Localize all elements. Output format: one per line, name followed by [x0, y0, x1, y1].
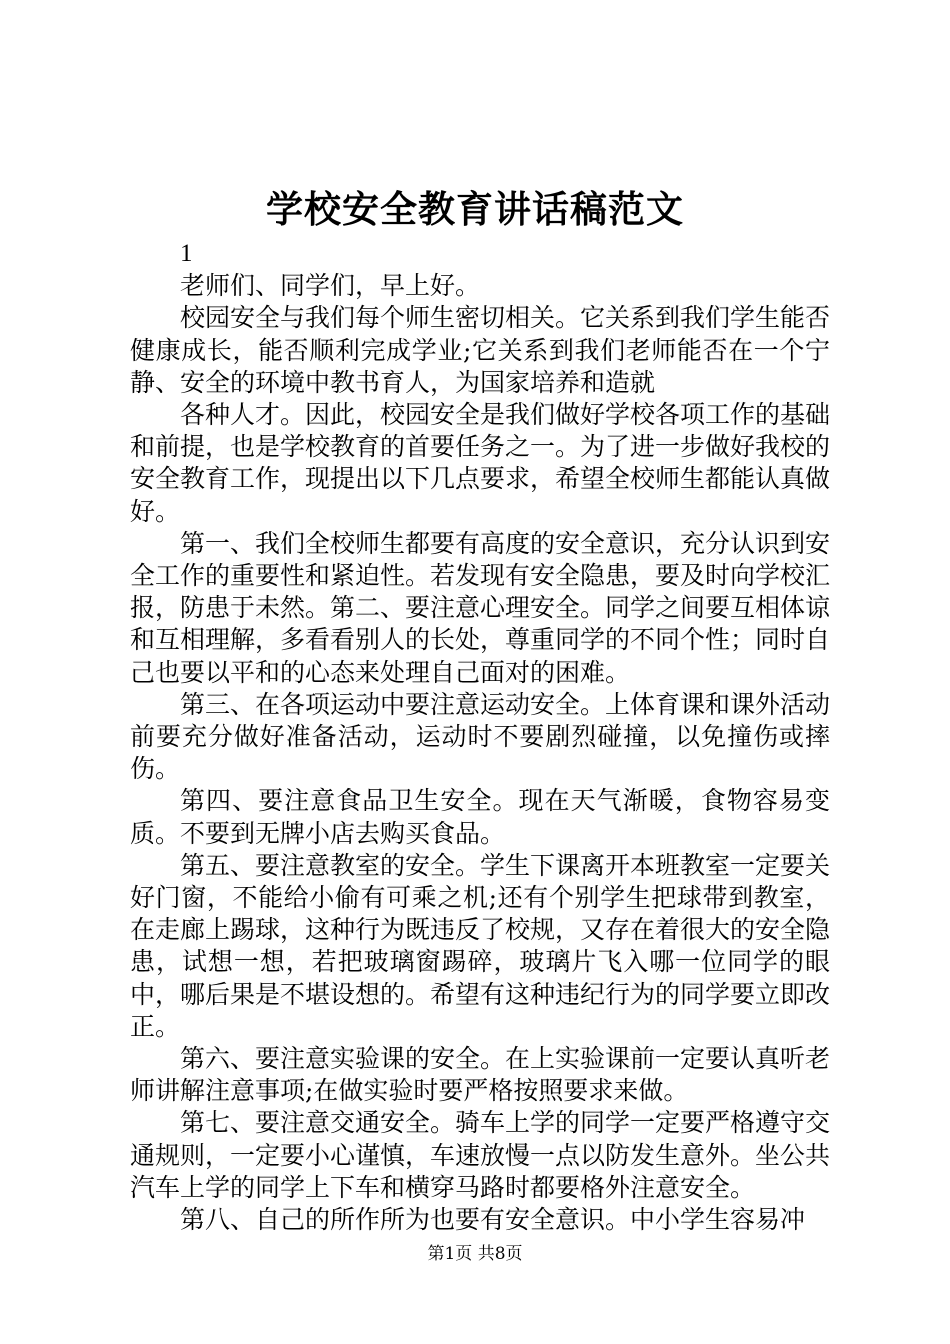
document-body: [130, 238, 830, 1236]
paragraph-intro: 校园安全与我们每个师生密切相关。它关系到我们学生能否健康成长，能否顺利完成学业;它关系到我们老师能否在一个宁静、安全的环境中教书育人，为国家培养和造就: [130, 303, 831, 397]
paragraph-point-6: 第六、要注意实验课的安全。在上实验课前一定要认真听老师讲解注意事项;在做实验时要严格按照要求来做。: [130, 1044, 831, 1106]
document-title: 学校安全教育讲话稿范文: [266, 187, 684, 231]
paragraph-point-7: 第七、要注意交通安全。骑车上学的同学一定要严格遵守交通规则，一定要小心谨慎，车速放慢一点以防发生意外。坐公共汽车上学的同学上下车和横穿马路时都要格外注意安全。: [130, 1108, 831, 1202]
page-footer: 第1页 共8页: [427, 1244, 523, 1264]
paragraph-intro-continued: 各种人才。因此，校园安全是我们做好学校各项工作的基础和前提，也是学校教育的首要任务之一。为了进一步做好我校的安全教育工作，现提出以下几点要求，希望全校师生都能认真做好。: [130, 400, 831, 526]
section-number: 1: [180, 240, 193, 267]
paragraph-point-5: 第五、要注意教室的安全。学生下课离开本班教室一定要关好门窗，不能给小偷有可乘之机;还有个别学生把球带到教室，在走廊上踢球，这种行为既违反了校规，又存在着很大的安全隐患，试想一想，若把玻璃窗踢碎，玻璃片飞入哪一位同学的眼中，哪后果是不堪设想的。希望有这种违纪行为的同学要立即改正。: [130, 850, 831, 1041]
paragraph-point-8: 第八、自己的所作所为也要有安全意识。中小学生容易冲: [180, 1205, 806, 1235]
paragraph-point-4: 第四、要注意食品卫生安全。现在天气渐暖，食物容易变质。不要到无牌小店去购买食品。: [130, 786, 830, 848]
paragraph-point-1-2: 第一、我们全校师生都要有高度的安全意识，充分认识到安全工作的重要性和紧迫性。若发现有安全隐患，要及时向学校汇报，防患于未然。第二、要注意心理安全。同学之间要互相体谅和互相理解，多看看别人的长处，尊重同学的不同个性；同时自己也要以平和的心态来处理自己面对的困难。: [130, 528, 831, 687]
paragraph-point-3: 第三、在各项运动中要注意运动安全。上体育课和课外活动前要充分做好准备活动，运动时不要剧烈碰撞，以免撞伤或摔伤。: [130, 689, 831, 784]
paragraph-greeting: 老师们、同学们，早上好。: [180, 271, 481, 301]
